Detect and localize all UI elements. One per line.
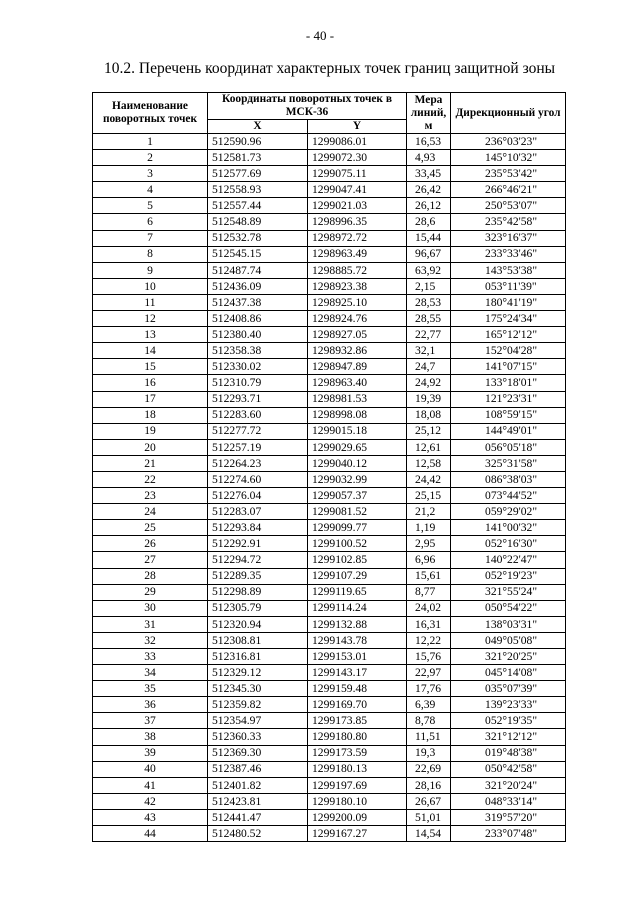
line-measure-cell: 25,15: [407, 488, 451, 504]
y-coordinate-cell: 1299029.65: [308, 439, 407, 455]
line-measure-cell: 25,12: [407, 423, 451, 439]
x-coordinate-cell: 512590.96: [208, 134, 308, 150]
x-coordinate-cell: 512380.40: [208, 327, 308, 343]
table-row: [93, 729, 566, 745]
section-heading: 10.2. Перечень координат характерных точек границ защитной зоны: [104, 60, 556, 77]
table-row: [93, 214, 566, 230]
y-coordinate-cell: 1298963.40: [308, 375, 407, 391]
header-x: X: [208, 120, 308, 134]
y-coordinate-cell: 1299099.77: [308, 520, 407, 536]
line-measure-cell: 1,19: [407, 520, 451, 536]
point-number-cell: 25: [93, 520, 208, 536]
direction-angle-cell: 139°23'33": [451, 697, 566, 713]
point-number-cell: 9: [93, 262, 208, 278]
table-row: [93, 150, 566, 166]
direction-angle-cell: 233°33'46": [451, 246, 566, 262]
direction-angle-cell: 321°12'12": [451, 729, 566, 745]
x-coordinate-cell: 512289.35: [208, 568, 308, 584]
direction-angle-cell: 086°38'03": [451, 471, 566, 487]
table-row: [93, 327, 566, 343]
y-coordinate-cell: 1299180.10: [308, 793, 407, 809]
point-number-cell: 17: [93, 391, 208, 407]
line-measure-cell: 32,1: [407, 343, 451, 359]
y-coordinate-cell: 1298981.53: [308, 391, 407, 407]
direction-angle-cell: 235°42'58": [451, 214, 566, 230]
direction-angle-cell: 321°20'24": [451, 777, 566, 793]
point-number-cell: 6: [93, 214, 208, 230]
direction-angle-cell: 235°53'42": [451, 166, 566, 182]
x-coordinate-cell: 512436.09: [208, 278, 308, 294]
direction-angle-cell: 050°42'58": [451, 761, 566, 777]
y-coordinate-cell: 1299167.27: [308, 826, 407, 842]
y-coordinate-cell: 1298924.76: [308, 311, 407, 327]
table-row: [93, 809, 566, 825]
direction-angle-cell: 052°16'30": [451, 536, 566, 552]
line-measure-cell: 16,53: [407, 134, 451, 150]
direction-angle-cell: 175°24'34": [451, 311, 566, 327]
x-coordinate-cell: 512441.47: [208, 809, 308, 825]
y-coordinate-cell: 1299015.18: [308, 423, 407, 439]
line-measure-cell: 63,92: [407, 262, 451, 278]
direction-angle-cell: 052°19'23": [451, 568, 566, 584]
line-measure-cell: 96,67: [407, 246, 451, 262]
point-number-cell: 13: [93, 327, 208, 343]
direction-angle-cell: 321°55'24": [451, 584, 566, 600]
direction-angle-cell: 266°46'21": [451, 182, 566, 198]
x-coordinate-cell: 512360.33: [208, 729, 308, 745]
line-measure-cell: 28,6: [407, 214, 451, 230]
x-coordinate-cell: 512581.73: [208, 150, 308, 166]
y-coordinate-cell: 1299100.52: [308, 536, 407, 552]
line-measure-cell: 26,42: [407, 182, 451, 198]
direction-angle-cell: 140°22'47": [451, 552, 566, 568]
direction-angle-cell: 323°16'37": [451, 230, 566, 246]
x-coordinate-cell: 512548.89: [208, 214, 308, 230]
x-coordinate-cell: 512369.30: [208, 745, 308, 761]
y-coordinate-cell: 1298972.72: [308, 230, 407, 246]
table-row: [93, 359, 566, 375]
x-coordinate-cell: 512293.84: [208, 520, 308, 536]
line-measure-cell: 14,54: [407, 826, 451, 842]
header-y: Y: [308, 120, 407, 134]
x-coordinate-cell: 512329.12: [208, 665, 308, 681]
table-row: [93, 230, 566, 246]
y-coordinate-cell: 1299143.78: [308, 632, 407, 648]
table-row: [93, 826, 566, 842]
point-number-cell: 36: [93, 697, 208, 713]
line-measure-cell: 22,97: [407, 665, 451, 681]
y-coordinate-cell: 1298925.10: [308, 294, 407, 310]
line-measure-cell: 33,45: [407, 166, 451, 182]
x-coordinate-cell: 512558.93: [208, 182, 308, 198]
point-number-cell: 44: [93, 826, 208, 842]
y-coordinate-cell: 1298996.35: [308, 214, 407, 230]
direction-angle-cell: 325°31'58": [451, 455, 566, 471]
line-measure-cell: 26,12: [407, 198, 451, 214]
direction-angle-cell: 250°53'07": [451, 198, 566, 214]
line-measure-cell: 19,3: [407, 745, 451, 761]
line-measure-cell: 28,53: [407, 294, 451, 310]
table-row: [93, 600, 566, 616]
direction-angle-cell: 053°11'39": [451, 278, 566, 294]
x-coordinate-cell: 512257.19: [208, 439, 308, 455]
line-measure-cell: 24,02: [407, 600, 451, 616]
x-coordinate-cell: 512320.94: [208, 616, 308, 632]
x-coordinate-cell: 512264.23: [208, 455, 308, 471]
x-coordinate-cell: 512316.81: [208, 649, 308, 665]
x-coordinate-cell: 512305.79: [208, 600, 308, 616]
x-coordinate-cell: 512557.44: [208, 198, 308, 214]
point-number-cell: 40: [93, 761, 208, 777]
direction-angle-cell: 108°59'15": [451, 407, 566, 423]
table-row: [93, 713, 566, 729]
point-number-cell: 4: [93, 182, 208, 198]
line-measure-cell: 21,2: [407, 504, 451, 520]
direction-angle-cell: 321°20'25": [451, 649, 566, 665]
y-coordinate-cell: 1298932.86: [308, 343, 407, 359]
y-coordinate-cell: 1299197.69: [308, 777, 407, 793]
y-coordinate-cell: 1299102.85: [308, 552, 407, 568]
table-row: [93, 375, 566, 391]
line-measure-cell: 4,93: [407, 150, 451, 166]
line-measure-cell: 6,96: [407, 552, 451, 568]
table-row: [93, 649, 566, 665]
line-measure-cell: 24,7: [407, 359, 451, 375]
direction-angle-cell: 045°14'08": [451, 665, 566, 681]
x-coordinate-cell: 512480.52: [208, 826, 308, 842]
line-measure-cell: 28,55: [407, 311, 451, 327]
line-measure-cell: 12,22: [407, 632, 451, 648]
direction-angle-cell: 049°05'08": [451, 632, 566, 648]
line-measure-cell: 12,61: [407, 439, 451, 455]
y-coordinate-cell: 1299057.37: [308, 488, 407, 504]
point-number-cell: 23: [93, 488, 208, 504]
x-coordinate-cell: 512292.91: [208, 536, 308, 552]
y-coordinate-cell: 1299180.80: [308, 729, 407, 745]
table-row: [93, 311, 566, 327]
point-number-cell: 24: [93, 504, 208, 520]
table-row: [93, 278, 566, 294]
header-line-measure: Мера линий, м: [407, 93, 451, 134]
y-coordinate-cell: 1299153.01: [308, 649, 407, 665]
direction-angle-cell: 133°18'01": [451, 375, 566, 391]
point-number-cell: 32: [93, 632, 208, 648]
direction-angle-cell: 035°07'39": [451, 681, 566, 697]
y-coordinate-cell: 1299072.30: [308, 150, 407, 166]
direction-angle-cell: 019°48'38": [451, 745, 566, 761]
table-row: [93, 568, 566, 584]
point-number-cell: 34: [93, 665, 208, 681]
direction-angle-cell: 152°04'28": [451, 343, 566, 359]
x-coordinate-cell: 512358.38: [208, 343, 308, 359]
table-row: [93, 745, 566, 761]
table-row: [93, 697, 566, 713]
point-number-cell: 22: [93, 471, 208, 487]
table-row: [93, 294, 566, 310]
direction-angle-cell: 138°03'31": [451, 616, 566, 632]
point-number-cell: 35: [93, 681, 208, 697]
table-row: [93, 182, 566, 198]
y-coordinate-cell: 1299169.70: [308, 697, 407, 713]
point-number-cell: 39: [93, 745, 208, 761]
point-number-cell: 15: [93, 359, 208, 375]
y-coordinate-cell: 1298927.05: [308, 327, 407, 343]
point-number-cell: 21: [93, 455, 208, 471]
line-measure-cell: 15,61: [407, 568, 451, 584]
x-coordinate-cell: 512423.81: [208, 793, 308, 809]
point-number-cell: 42: [93, 793, 208, 809]
table-row: [93, 439, 566, 455]
point-number-cell: 20: [93, 439, 208, 455]
point-number-cell: 28: [93, 568, 208, 584]
point-number-cell: 26: [93, 536, 208, 552]
direction-angle-cell: 319°57'20": [451, 809, 566, 825]
coordinates-table-body: [93, 134, 566, 842]
table-row: [93, 665, 566, 681]
table-row: [93, 423, 566, 439]
x-coordinate-cell: 512293.71: [208, 391, 308, 407]
y-coordinate-cell: 1299114.24: [308, 600, 407, 616]
table-row: [93, 471, 566, 487]
direction-angle-cell: 145°10'32": [451, 150, 566, 166]
point-number-cell: 31: [93, 616, 208, 632]
x-coordinate-cell: 512487.74: [208, 262, 308, 278]
direction-angle-cell: 233°07'48": [451, 826, 566, 842]
x-coordinate-cell: 512359.82: [208, 697, 308, 713]
y-coordinate-cell: 1299075.11: [308, 166, 407, 182]
y-coordinate-cell: 1298885.72: [308, 262, 407, 278]
y-coordinate-cell: 1299081.52: [308, 504, 407, 520]
y-coordinate-cell: 1299200.09: [308, 809, 407, 825]
line-measure-cell: 8,78: [407, 713, 451, 729]
line-measure-cell: 18,08: [407, 407, 451, 423]
y-coordinate-cell: 1299173.59: [308, 745, 407, 761]
direction-angle-cell: 180°41'19": [451, 294, 566, 310]
y-coordinate-cell: 1299143.17: [308, 665, 407, 681]
table-row: [93, 504, 566, 520]
header-direction-angle: Дирекционный угол: [451, 93, 566, 134]
direction-angle-cell: 141°07'15": [451, 359, 566, 375]
y-coordinate-cell: 1298963.49: [308, 246, 407, 262]
y-coordinate-cell: 1299107.29: [308, 568, 407, 584]
point-number-cell: 7: [93, 230, 208, 246]
y-coordinate-cell: 1299173.85: [308, 713, 407, 729]
y-coordinate-cell: 1299159.48: [308, 681, 407, 697]
page-number: - 40 -: [305, 28, 335, 43]
line-measure-cell: 16,31: [407, 616, 451, 632]
line-measure-cell: 2,95: [407, 536, 451, 552]
y-coordinate-cell: 1299132.88: [308, 616, 407, 632]
x-coordinate-cell: 512401.82: [208, 777, 308, 793]
direction-angle-cell: 165°12'12": [451, 327, 566, 343]
table-row: [93, 166, 566, 182]
y-coordinate-cell: 1299047.41: [308, 182, 407, 198]
line-measure-cell: 19,39: [407, 391, 451, 407]
point-number-cell: 43: [93, 809, 208, 825]
direction-angle-cell: 143°53'38": [451, 262, 566, 278]
table-row: [93, 632, 566, 648]
x-coordinate-cell: 512345.30: [208, 681, 308, 697]
point-number-cell: 30: [93, 600, 208, 616]
line-measure-cell: 8,77: [407, 584, 451, 600]
table-row: [93, 681, 566, 697]
header-coordinates-group: Координаты поворотных точек в МСК-36: [208, 93, 407, 120]
point-number-cell: 37: [93, 713, 208, 729]
direction-angle-cell: 144°49'01": [451, 423, 566, 439]
x-coordinate-cell: 512532.78: [208, 230, 308, 246]
table-row: [93, 584, 566, 600]
y-coordinate-cell: 1299040.12: [308, 455, 407, 471]
point-number-cell: 5: [93, 198, 208, 214]
x-coordinate-cell: 512283.07: [208, 504, 308, 520]
point-number-cell: 33: [93, 649, 208, 665]
line-measure-cell: 22,69: [407, 761, 451, 777]
line-measure-cell: 12,58: [407, 455, 451, 471]
line-measure-cell: 6,39: [407, 697, 451, 713]
y-coordinate-cell: 1299021.03: [308, 198, 407, 214]
x-coordinate-cell: 512310.79: [208, 375, 308, 391]
x-coordinate-cell: 512330.02: [208, 359, 308, 375]
table-row: [93, 793, 566, 809]
x-coordinate-cell: 512308.81: [208, 632, 308, 648]
table-row: [93, 407, 566, 423]
x-coordinate-cell: 512408.86: [208, 311, 308, 327]
coordinates-table: [92, 92, 566, 842]
line-measure-cell: 11,51: [407, 729, 451, 745]
direction-angle-cell: 073°44'52": [451, 488, 566, 504]
y-coordinate-cell: 1299032.99: [308, 471, 407, 487]
table-row: [93, 343, 566, 359]
point-number-cell: 41: [93, 777, 208, 793]
table-row: [93, 777, 566, 793]
point-number-cell: 16: [93, 375, 208, 391]
x-coordinate-cell: 512274.60: [208, 471, 308, 487]
point-number-cell: 27: [93, 552, 208, 568]
x-coordinate-cell: 512545.15: [208, 246, 308, 262]
x-coordinate-cell: 512283.60: [208, 407, 308, 423]
line-measure-cell: 26,67: [407, 793, 451, 809]
line-measure-cell: 15,44: [407, 230, 451, 246]
x-coordinate-cell: 512354.97: [208, 713, 308, 729]
y-coordinate-cell: 1298923.38: [308, 278, 407, 294]
point-number-cell: 8: [93, 246, 208, 262]
point-number-cell: 14: [93, 343, 208, 359]
direction-angle-cell: 141°00'32": [451, 520, 566, 536]
direction-angle-cell: 052°19'35": [451, 713, 566, 729]
point-number-cell: 38: [93, 729, 208, 745]
point-number-cell: 11: [93, 294, 208, 310]
x-coordinate-cell: 512577.69: [208, 166, 308, 182]
line-measure-cell: 15,76: [407, 649, 451, 665]
direction-angle-cell: 236°03'23": [451, 134, 566, 150]
x-coordinate-cell: 512437.38: [208, 294, 308, 310]
point-number-cell: 12: [93, 311, 208, 327]
x-coordinate-cell: 512276.04: [208, 488, 308, 504]
line-measure-cell: 2,15: [407, 278, 451, 294]
table-row: [93, 761, 566, 777]
x-coordinate-cell: 512387.46: [208, 761, 308, 777]
table-row: [93, 455, 566, 471]
x-coordinate-cell: 512298.89: [208, 584, 308, 600]
y-coordinate-cell: 1299086.01: [308, 134, 407, 150]
direction-angle-cell: 056°05'18": [451, 439, 566, 455]
line-measure-cell: 22,77: [407, 327, 451, 343]
point-number-cell: 18: [93, 407, 208, 423]
line-measure-cell: 24,42: [407, 471, 451, 487]
y-coordinate-cell: 1298998.08: [308, 407, 407, 423]
direction-angle-cell: 059°29'02": [451, 504, 566, 520]
point-number-cell: 2: [93, 150, 208, 166]
point-number-cell: 19: [93, 423, 208, 439]
table-row: [93, 246, 566, 262]
point-number-cell: 3: [93, 166, 208, 182]
table-row: [93, 520, 566, 536]
table-row: [93, 616, 566, 632]
header-point-name: Наименование поворотных точек: [93, 93, 208, 134]
y-coordinate-cell: 1299180.13: [308, 761, 407, 777]
table-row: [93, 262, 566, 278]
x-coordinate-cell: 512277.72: [208, 423, 308, 439]
direction-angle-cell: 121°23'31": [451, 391, 566, 407]
y-coordinate-cell: 1298947.89: [308, 359, 407, 375]
direction-angle-cell: 048°33'14": [451, 793, 566, 809]
table-row: [93, 488, 566, 504]
table-row: [93, 198, 566, 214]
line-measure-cell: 24,92: [407, 375, 451, 391]
point-number-cell: 1: [93, 134, 208, 150]
point-number-cell: 29: [93, 584, 208, 600]
line-measure-cell: 51,01: [407, 809, 451, 825]
table-row: [93, 134, 566, 150]
table-row: [93, 536, 566, 552]
point-number-cell: 10: [93, 278, 208, 294]
direction-angle-cell: 050°54'22": [451, 600, 566, 616]
table-row: [93, 552, 566, 568]
line-measure-cell: 28,16: [407, 777, 451, 793]
table-row: [93, 391, 566, 407]
x-coordinate-cell: 512294.72: [208, 552, 308, 568]
line-measure-cell: 17,76: [407, 681, 451, 697]
y-coordinate-cell: 1299119.65: [308, 584, 407, 600]
